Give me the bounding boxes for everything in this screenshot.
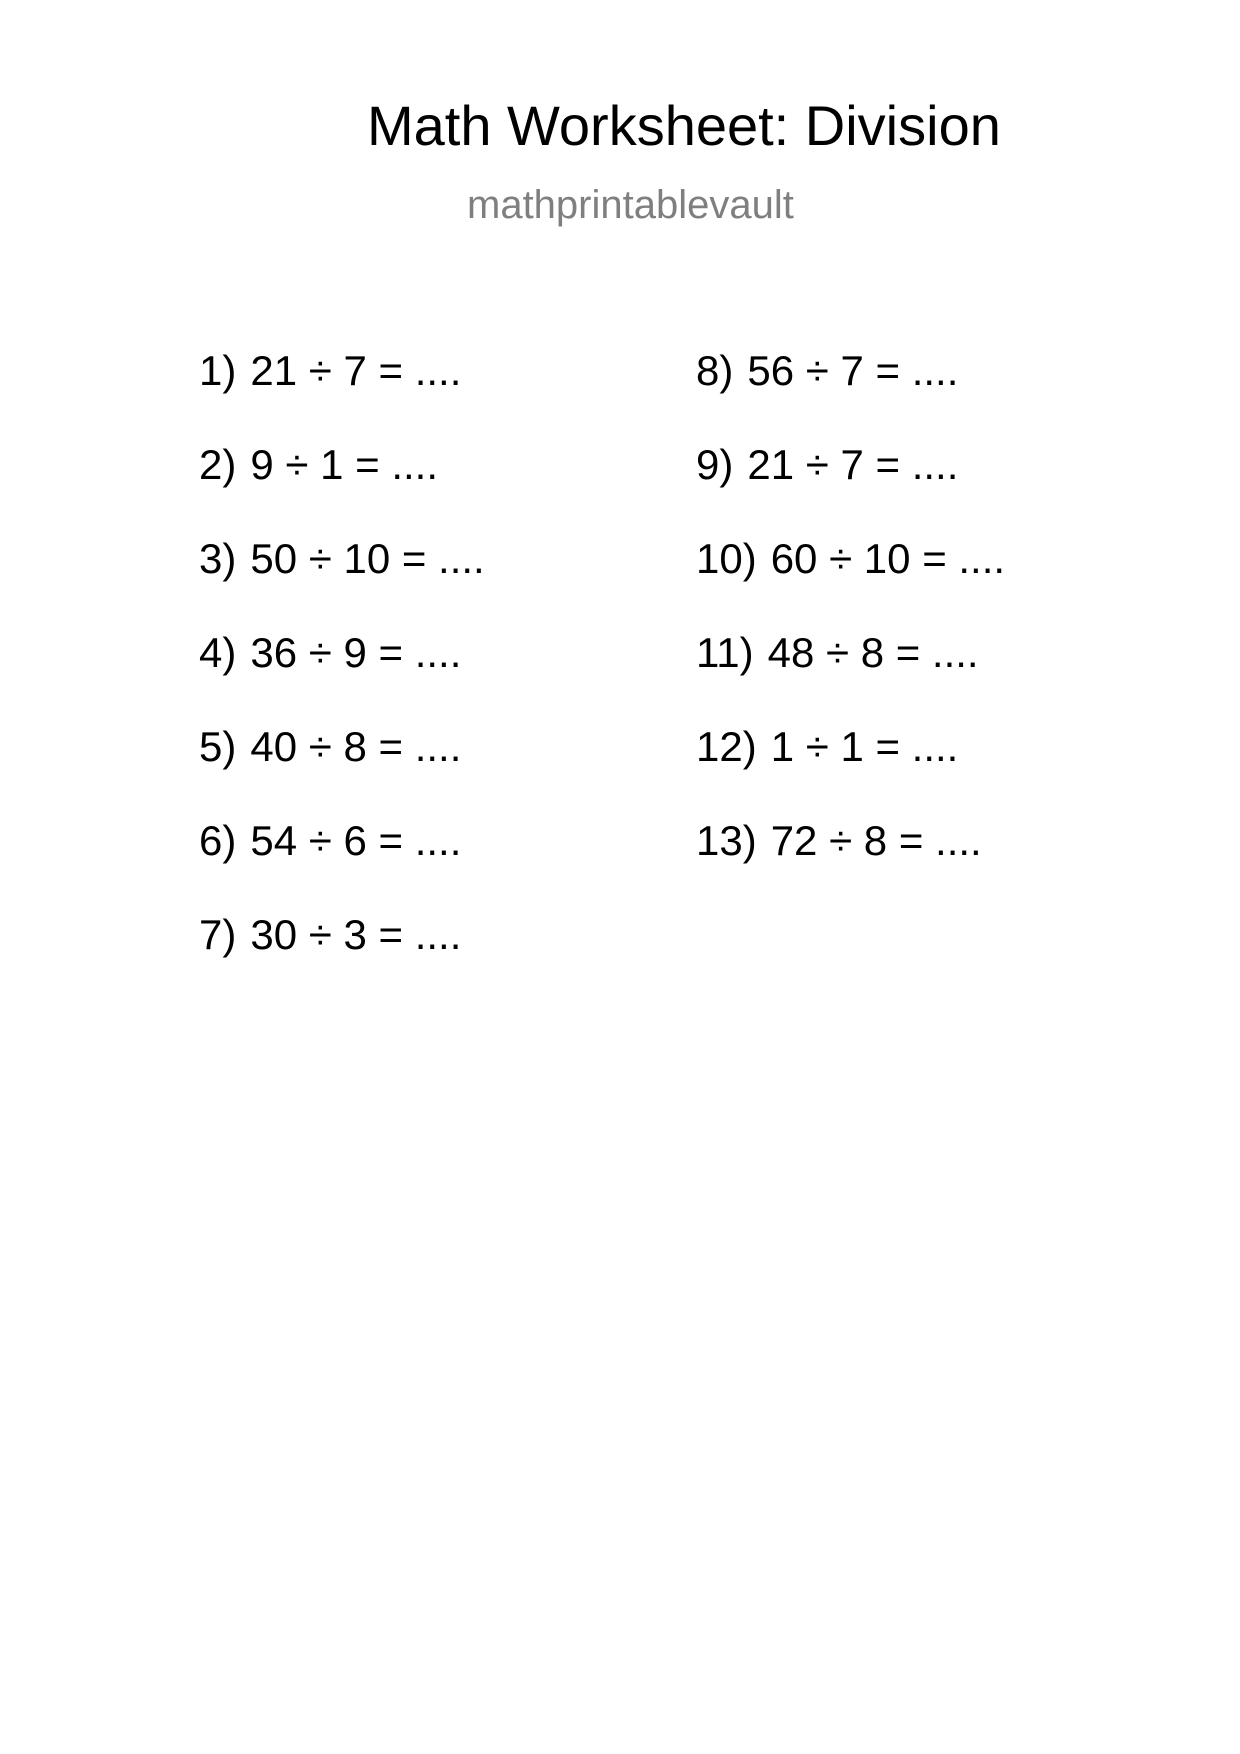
problem-number: 11) xyxy=(696,629,754,676)
problem-11 xyxy=(696,629,1005,726)
problem-13 xyxy=(696,817,1005,914)
problem-expression: 56 ÷ 7 = .... xyxy=(747,347,959,394)
problem-number: 10) xyxy=(696,535,757,582)
problem-number: 2) xyxy=(199,441,237,488)
problem-number: 5) xyxy=(199,723,237,770)
problem-expression: 9 ÷ 1 = .... xyxy=(250,441,439,488)
problem-5 xyxy=(199,723,485,820)
problem-4 xyxy=(199,629,485,726)
problem-number: 6) xyxy=(199,817,237,864)
problem-list-left xyxy=(199,347,485,1008)
problem-number: 7) xyxy=(199,911,237,958)
problem-3 xyxy=(199,535,485,632)
problem-2 xyxy=(199,441,485,538)
problem-list-right xyxy=(696,347,1006,914)
problem-expression: 72 ÷ 8 = .... xyxy=(770,817,982,864)
problem-10 xyxy=(696,535,1006,632)
problem-number: 1) xyxy=(199,347,237,394)
page-subtitle: mathprintablevault xyxy=(467,183,794,227)
problem-expression: 36 ÷ 9 = .... xyxy=(250,629,462,676)
problem-expression: 48 ÷ 8 = .... xyxy=(767,629,979,676)
problem-number: 9) xyxy=(696,441,734,488)
problem-expression: 60 ÷ 10 = .... xyxy=(770,535,1006,582)
problem-expression: 40 ÷ 8 = .... xyxy=(250,723,462,770)
problem-expression: 21 ÷ 7 = .... xyxy=(747,441,959,488)
problem-6 xyxy=(199,817,485,914)
problem-expression: 54 ÷ 6 = .... xyxy=(250,817,462,864)
problem-expression: 1 ÷ 1 = .... xyxy=(770,723,959,770)
problem-expression: 21 ÷ 7 = .... xyxy=(250,347,462,394)
problem-expression: 50 ÷ 10 = .... xyxy=(250,535,485,582)
problem-12 xyxy=(696,723,1005,820)
problem-1 xyxy=(199,347,485,444)
problem-expression: 30 ÷ 3 = .... xyxy=(250,911,462,958)
problem-9 xyxy=(696,441,1005,538)
problem-8 xyxy=(696,347,1005,444)
problem-number: 12) xyxy=(696,723,757,770)
problem-7 xyxy=(199,911,485,1008)
problem-number: 13) xyxy=(696,817,757,864)
problem-number: 8) xyxy=(696,347,734,394)
problem-number: 4) xyxy=(199,629,237,676)
problem-number: 3) xyxy=(199,535,237,582)
page-title: Math Worksheet: Division xyxy=(367,94,1001,157)
